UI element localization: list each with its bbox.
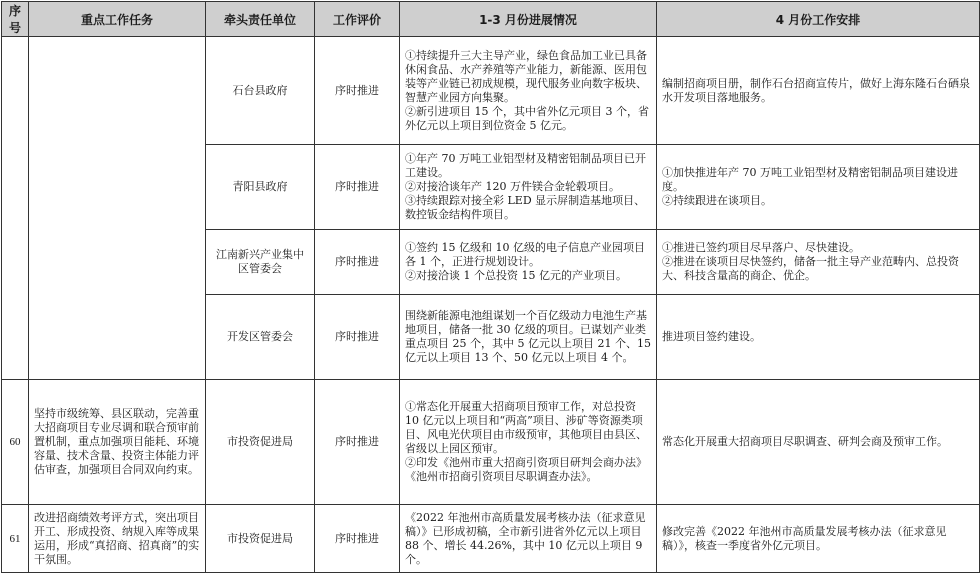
plan-item: 推进项目签约建设。 <box>662 330 761 343</box>
plan-item: ①加快推进年产 70 万吨工业铝型材及精密铝制品项目建设进度。 <box>662 166 958 193</box>
row-number-cell: 60 <box>2 380 29 505</box>
progress-cell <box>400 505 657 573</box>
progress-item: ①年产 70 万吨工业铝型材及精密铝制品项目已开工建设。 <box>405 152 646 179</box>
unit-cell: 青阳县政府 <box>206 145 315 230</box>
header-april-plan: 4 月份工作安排 <box>657 2 980 37</box>
progress-cell <box>400 37 657 145</box>
unit-cell: 开发区管委会 <box>206 295 315 380</box>
work-progress-table <box>1 1 980 573</box>
unit-cell: 市投资促进局 <box>206 505 315 573</box>
unit-cell: 石台县政府 <box>206 37 315 145</box>
progress-item: 《2022 年池州市高质量发展考核办法（征求意见稿）》已形成初稿，全市新引进省外亿元以上项目 88 个、增长 44.26%，其中 10 亿元以上项目 9 个。 <box>405 510 646 566</box>
table-row <box>2 380 980 505</box>
plan-item: 编制招商项目册，制作石台招商宣传片，做好上海东隆石台硒泉水开发项目落地服务。 <box>662 76 970 104</box>
plan-item: 常态化开展重大招商项目尽职调查、研判会商及预审工作。 <box>662 435 948 448</box>
plan-cell <box>657 380 980 505</box>
plan-cell <box>657 37 980 145</box>
evaluation-cell: 序时推进 <box>315 380 400 505</box>
evaluation-cell: 序时推进 <box>315 145 400 230</box>
plan-item: ②推进在谈项目尽快签约，储备一批主导产业范畴内、总投资大、科技含量高的商企、优企。 <box>662 255 959 282</box>
task-cell <box>29 37 206 380</box>
header-evaluation: 工作评价 <box>315 2 400 37</box>
plan-item: ②持续跟进在谈项目。 <box>662 194 772 207</box>
plan-item: ①推进已签约项目尽早落户、尽快建设。 <box>662 241 860 254</box>
progress-cell <box>400 380 657 505</box>
plan-cell <box>657 145 980 230</box>
progress-item: ②印发《池州市重大招商引资项目研判会商办法》《池州市招商引资项目尽职调查办法》。 <box>405 456 647 483</box>
progress-item: ③持续跟踪对接全彩 LED 显示屏制造基地项目、数控钣金结构件项目。 <box>405 194 646 221</box>
plan-item: 修改完善《2022 年池州市高质量发展考核办法（征求意见稿）》，核查一季度省外亿元项目。 <box>662 524 947 552</box>
progress-item: 围绕新能源电池组谋划一个百亿级动力电池生产基地项目，储备一批 30 亿级的项目。已谋划产业类重点项目 25 个，其中 5 亿元以上项目 21 个、15 亿元以上项目 13 个、50 亿元以上项目 4 个。 <box>405 309 651 364</box>
row-number-cell: 61 <box>2 505 29 573</box>
task-cell: 改进招商绩效考评方式，突出项目开工、形成投资、纳规入库等成果运用，形成“真招商、招真商”的实干氛围。 <box>29 505 206 573</box>
task-cell: 坚持市级统筹、县区联动，完善重大招商项目专业尽调和联合预审前置机制，重点加强项目能耗、环境容量、技术含量、投资主体能力评估审查，加强项目合同双向约束。 <box>29 380 206 505</box>
plan-cell <box>657 505 980 573</box>
evaluation-cell: 序时推进 <box>315 505 400 573</box>
progress-cell <box>400 145 657 230</box>
header-task: 重点工作任务 <box>29 2 206 37</box>
row-number-cell <box>2 37 29 380</box>
header-row <box>2 2 980 37</box>
progress-item: ①持续提升三大主导产业，绿色食品加工业已具备休闲食品、水产养殖等产业能力，新能源、医用包装等产业链已初成规模，现代服务业向数字板块、智慧产业园方向集聚。 <box>405 48 647 104</box>
header-no: 序号 <box>2 2 29 37</box>
progress-item: ②对接洽谈 1 个总投资 15 亿元的产业项目。 <box>405 269 627 282</box>
table-row <box>2 37 980 145</box>
plan-cell <box>657 230 980 295</box>
evaluation-cell: 序时推进 <box>315 37 400 145</box>
unit-cell: 市投资促进局 <box>206 380 315 505</box>
progress-item: ①常态化开展重大招商项目预审工作，对总投资 10 亿元以上项目和“两高”项目、涉矿等资源类项目、风电光伏项目由市级预审，其他项目由县区、省级以上园区预审。 <box>405 400 647 455</box>
table-row <box>2 505 980 573</box>
evaluation-cell: 序时推进 <box>315 230 400 295</box>
evaluation-cell: 序时推进 <box>315 295 400 380</box>
progress-item: ①签约 15 亿级和 10 亿级的电子信息产业园项目各 1 个，正进行规划设计。 <box>405 241 645 268</box>
progress-item: ②新引进项目 15 个，其中省外亿元项目 3 个，省外亿元以上项目到位资金 5 亿元。 <box>405 104 649 132</box>
header-progress: 1-3 月份进展情况 <box>400 2 657 37</box>
progress-cell <box>400 230 657 295</box>
header-unit: 牵头责任单位 <box>206 2 315 37</box>
unit-cell: 江南新兴产业集中区管委会 <box>206 230 315 295</box>
progress-cell <box>400 295 657 380</box>
progress-item: ②对接洽谈年产 120 万件镁合金轮毂项目。 <box>405 180 620 193</box>
plan-cell <box>657 295 980 380</box>
